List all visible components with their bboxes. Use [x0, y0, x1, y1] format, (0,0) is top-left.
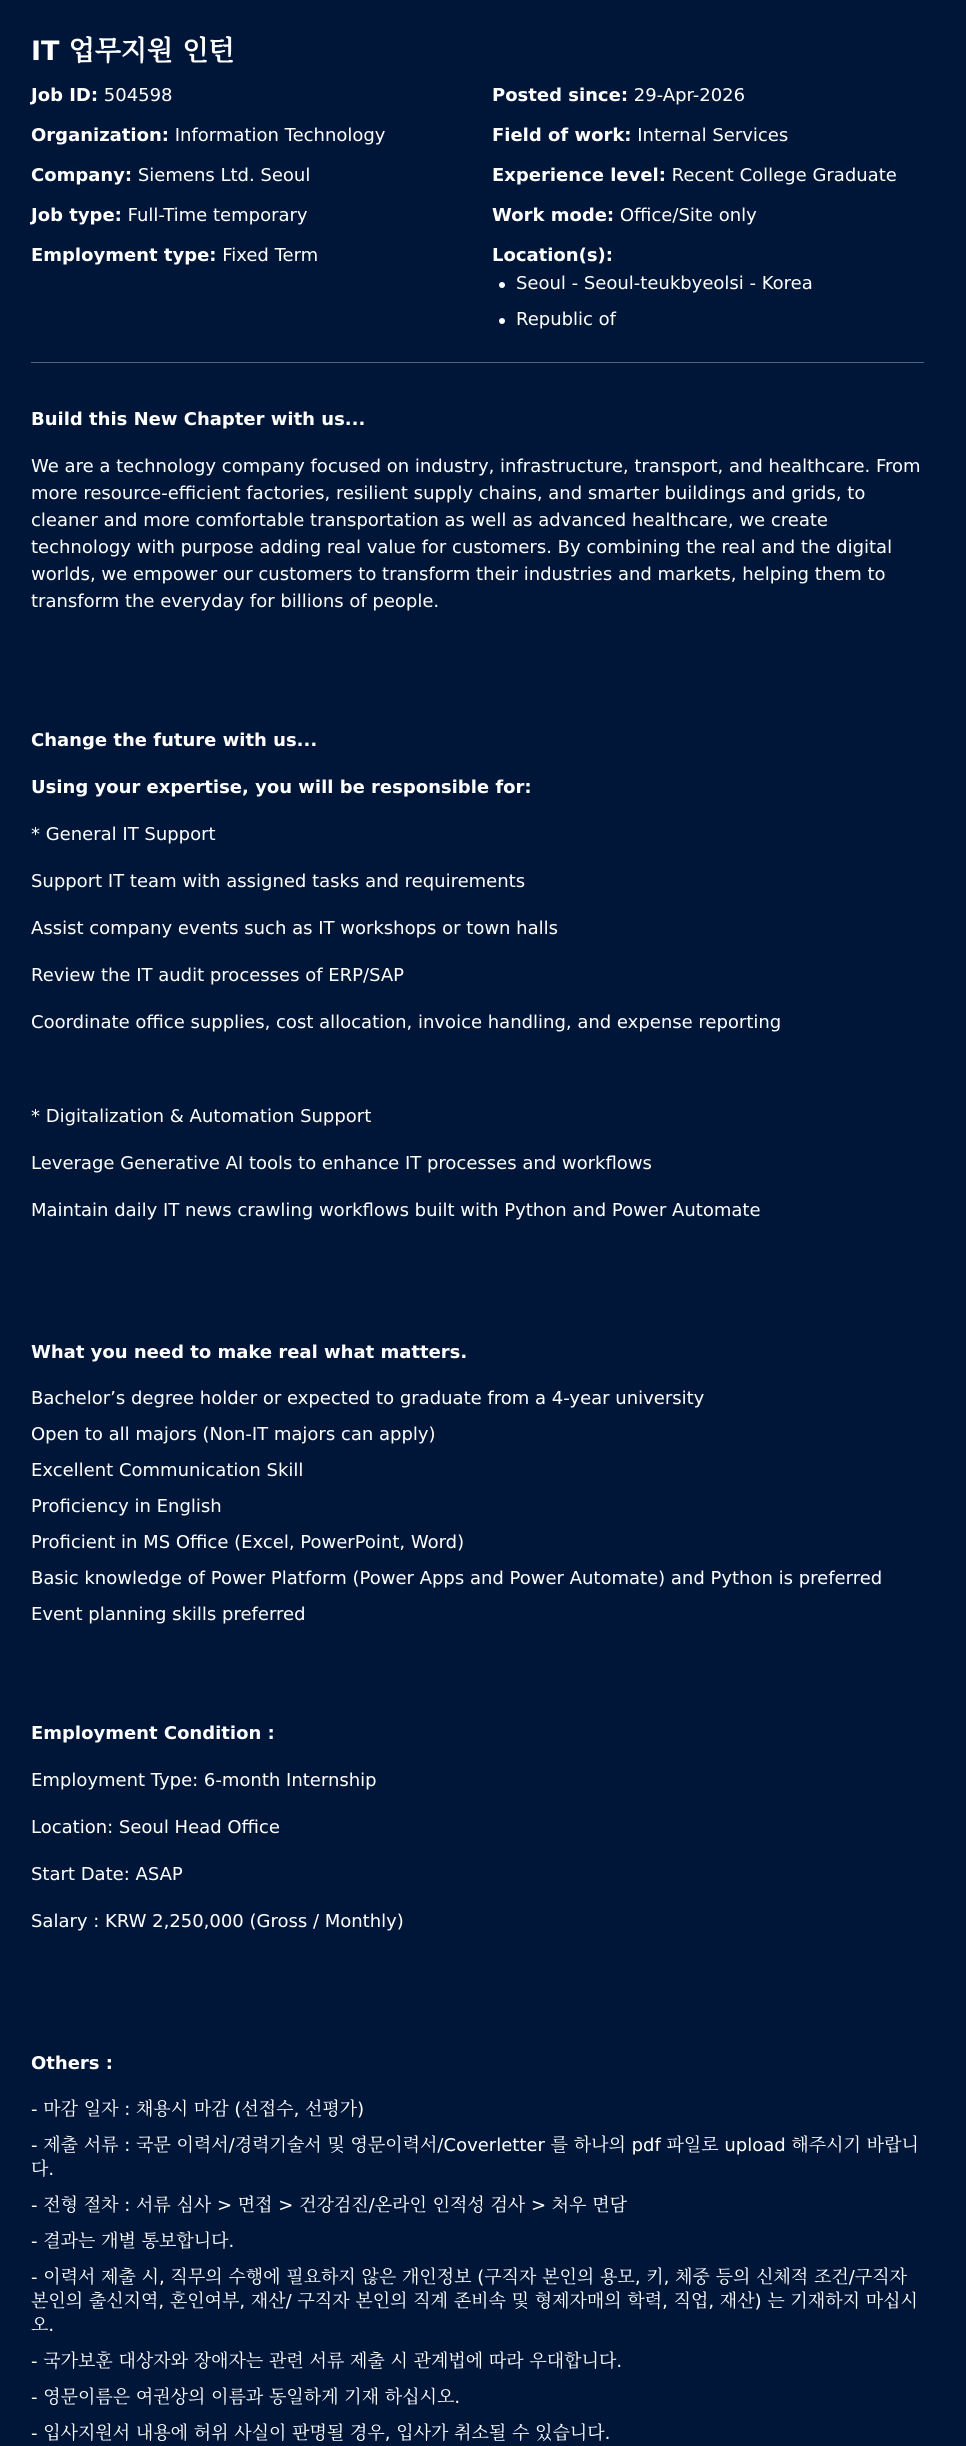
meta-value: Information Technology: [174, 125, 386, 146]
employment-condition-list: [31, 1769, 924, 1934]
meta-label: Company:: [31, 165, 133, 186]
page-title: IT 업무지원 인턴: [31, 36, 235, 67]
location-item: Seoul - Seoul-teukbyeolsi - Korea: [516, 272, 924, 296]
list-item: - 영문이름은 여권상의 이름과 동일하게 기재 하십시오.: [31, 2387, 461, 2408]
location-list: [492, 272, 924, 332]
list-item: Review the IT audit processes of ERP/SAP: [31, 965, 405, 986]
list-item: Maintain daily IT news crawling workflows built with Python and Power Automate: [31, 1200, 761, 1221]
list-item: - 제출 서류 : 국문 이력서/경력기술서 및 영문이력서/Coverletter 를 하나의 pdf 파일로 upload 해주시기 바랍니다.: [31, 2135, 919, 2180]
section-divider: [31, 362, 924, 363]
meta-job-id: [31, 84, 492, 108]
meta-value: Full-Time temporary: [127, 205, 308, 226]
list-item: Proficient in MS Office (Excel, PowerPoint, Word): [31, 1532, 465, 1553]
others-list: [31, 2098, 924, 2446]
meta-label: Work mode:: [492, 205, 615, 226]
list-item: Employment Type: 6-month Internship: [31, 1770, 377, 1791]
meta-value: Siemens Ltd. Seoul: [137, 165, 311, 186]
meta-job-type: [31, 204, 492, 228]
responsibilities-group-general: [31, 823, 924, 1035]
job-meta: [31, 84, 924, 344]
list-item: - 국가보훈 대상자와 장애자는 관련 서류 제출 시 관계법에 따라 우대합니다.: [31, 2351, 623, 2372]
meta-label: Location(s):: [492, 245, 613, 266]
meta-label: Job ID:: [31, 85, 99, 106]
meta-value: Recent College Graduate: [671, 165, 897, 186]
meta-value: Office/Site only: [619, 205, 757, 226]
list-item: - 이력서 제출 시, 직무의 수행에 필요하지 않은 개인정보 (구직자 본인의 용모, 키, 체중 등의 신체적 조건/구직자 본인의 출신지역, 혼인여부, 재산/ 구직자 본인의 직계 존비속 및 형제자매의 학력, 직업, 재산) 는 기재하지 마십시오.: [31, 2267, 918, 2336]
list-item: Leverage Generative AI tools to enhance IT processes and workflows: [31, 1153, 652, 1174]
list-item: Event planning skills preferred: [31, 1604, 306, 1625]
list-item: * Digitalization & Automation Support: [31, 1106, 372, 1127]
list-item: - 마감 일자 : 채용시 마감 (선접수, 선평가): [31, 2099, 365, 2120]
meta-label: Posted since:: [492, 85, 629, 106]
meta-organization: [31, 124, 492, 148]
meta-right-column: [492, 84, 924, 344]
list-item: Support IT team with assigned tasks and requirements: [31, 871, 526, 892]
meta-label: Job type:: [31, 205, 122, 226]
meta-posted-since: [492, 84, 924, 108]
location-item: Republic of: [516, 308, 924, 332]
section-subtitle-responsibilities: Using your expertise, you will be responsible for:: [31, 777, 532, 798]
meta-experience-level: [492, 164, 924, 188]
meta-company: [31, 164, 492, 188]
list-item: Proficiency in English: [31, 1496, 222, 1517]
list-item: Excellent Communication Skill: [31, 1460, 304, 1481]
section-title-change: Change the future with us...: [31, 730, 318, 751]
meta-value: 29-Apr-2026: [633, 85, 746, 106]
meta-label: Field of work:: [492, 125, 632, 146]
meta-employment-type: [31, 244, 492, 268]
list-item: - 입사지원서 내용에 허위 사실이 판명될 경우, 입사가 취소될 수 있습니다.: [31, 2423, 611, 2444]
meta-field-of-work: [492, 124, 924, 148]
list-item: Start Date: ASAP: [31, 1864, 183, 1885]
section-title-others: Others :: [31, 2053, 113, 2074]
section-title-employment-condition: Employment Condition :: [31, 1723, 275, 1744]
list-item: Bachelor’s degree holder or expected to graduate from a 4-year university: [31, 1388, 705, 1409]
list-item: Open to all majors (Non-IT majors can apply): [31, 1424, 436, 1445]
meta-value: Internal Services: [637, 125, 789, 146]
requirements-list: [31, 1387, 924, 1627]
meta-left-column: [31, 84, 492, 344]
list-item: - 결과는 개별 통보합니다.: [31, 2231, 235, 2252]
build-paragraph: We are a technology company focused on industry, infrastructure, transport, and healthcare. From more resource-efficient factories, resilient supply chains, and smarter buildings and grids, to cleaner and more comfortable transportation as well as advanced healthcare, we create technology with purpose adding real value for customers. By combining the real and the digital worlds, we empower our customers to transform their industries and markets, helping them to transform the everyday for billions of people.: [31, 456, 921, 612]
meta-label: Organization:: [31, 125, 169, 146]
section-title-requirements: What you need to make real what matters.: [31, 1342, 468, 1363]
section-title-build: Build this New Chapter with us...: [31, 409, 366, 430]
meta-label: Employment type:: [31, 245, 217, 266]
list-item: Location: Seoul Head Office: [31, 1817, 280, 1838]
list-item: Basic knowledge of Power Platform (Power Apps and Power Automate) and Python is preferred: [31, 1568, 883, 1589]
list-item: Salary : KRW 2,250,000 (Gross / Monthly): [31, 1911, 404, 1932]
meta-value: 504598: [103, 85, 173, 106]
meta-work-mode: [492, 204, 924, 228]
list-item: * General IT Support: [31, 824, 216, 845]
responsibilities-group-digitalization: [31, 1105, 924, 1223]
meta-value: Fixed Term: [222, 245, 319, 266]
list-item: - 전형 절차 : 서류 심사 > 면접 > 건강검진/온라인 인적성 검사 > 처우 면담: [31, 2195, 628, 2216]
meta-label: Experience level:: [492, 165, 666, 186]
list-item: Assist company events such as IT workshops or town halls: [31, 918, 559, 939]
meta-locations: [492, 244, 924, 268]
list-item: Coordinate office supplies, cost allocation, invoice handling, and expense reporting: [31, 1012, 782, 1033]
